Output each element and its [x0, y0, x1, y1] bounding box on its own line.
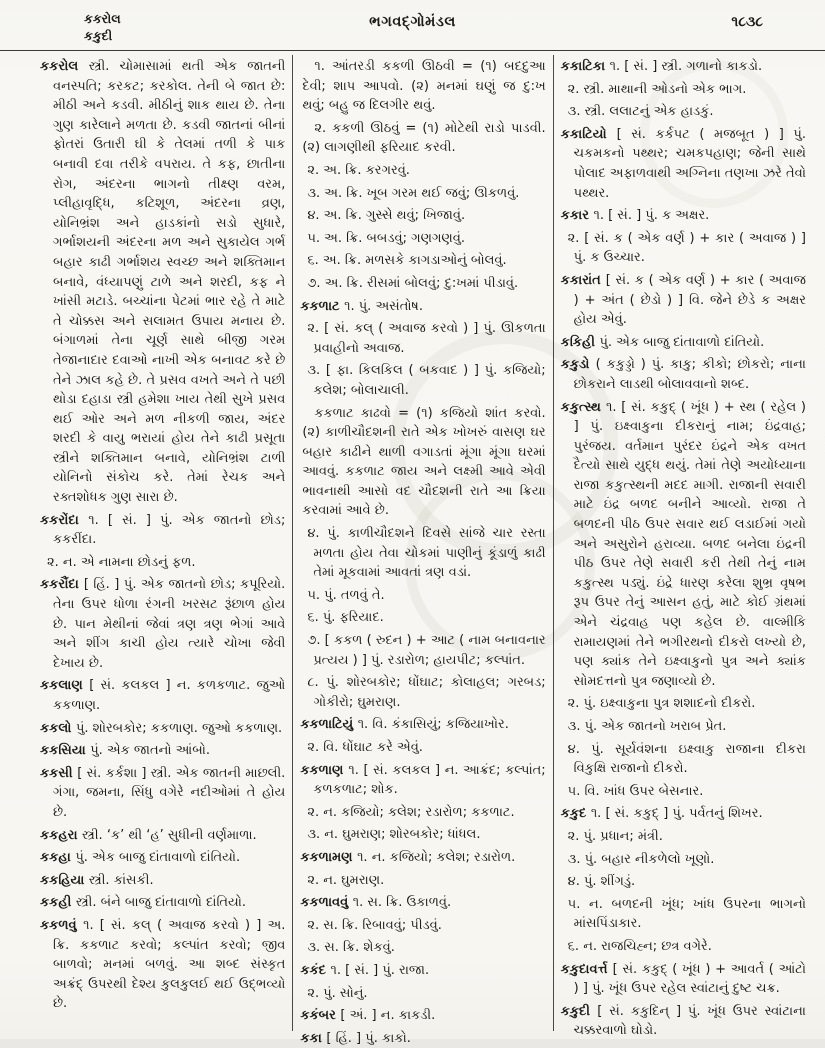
dictionary-sense: ૪. પું. શીંગડું.: [567, 874, 636, 890]
dictionary-sense: ૮. પું. શોરબકોર; ધોંઘાટ; કોલાહલ; ગરબડ; ગોકીરો; ઘુમરાણ.: [307, 675, 546, 710]
dictionary-entry: કકળાવવું ૧. સ. ક્રિ. ઉકાળવું.: [300, 895, 452, 911]
dictionary-entry: કકળામણ ૧. ન. કજિયો; કલેશ; રડારોળ.: [300, 849, 516, 865]
dictionary-sense: ૫. વિ. ખાંધ ઉપર બેસનાર.: [567, 783, 704, 799]
column-2: [293, 55, 552, 1046]
dictionary-entry: કકાટિયો [ સં. કર્કપટ ( મજબૂત ) ] પું. ચકમકનો પથ્થર; ચમકપહાણ; જેની સાથે પોલાદ અફાળવાથી અગ્નિના તણખા ઝરે તેવો પથ્થર.: [560, 126, 806, 201]
dictionary-sense: ૩. પું. બહાર નીકળેલો ખૂણો.: [567, 851, 715, 867]
dictionary-entry: કકુદ ૧. [ સં. કકુદ્ ] પું. પર્વતનું શિખર.: [560, 806, 763, 822]
dictionary-entry: કકા [ હિં. ] પું. કાકો.: [300, 1030, 411, 1046]
headword: કકહરા: [40, 827, 83, 843]
headword: કકંદ: [300, 962, 331, 978]
headword: કકહા: [40, 850, 76, 866]
dictionary-entry: કકાટિકા ૧. [ સં. ] સ્ત્રી. ગળાનો કાકડો.: [560, 59, 763, 74]
dictionary-sense: ૨. પું. ઇક્ષ્વાકુના પુત્ર શશાદનો દીકરો.: [567, 696, 756, 712]
headword: કકળાટ: [300, 298, 345, 314]
dictionary-sense: ૨. સ્ત્રી. માથાની ઓડનો એક ભાગ.: [567, 81, 747, 97]
dictionary-sense: ૬. ન. રાજચિહ્ન; છત્ર વગેરે.: [567, 938, 712, 954]
dictionary-sense: ૭. અ. ક્રિ. રીસમાં બોલવું; દુ:ખમાં પીડાવું.: [307, 275, 519, 291]
dictionary-entry: કકંબર [ અં. ] ન. કાકડી.: [300, 1008, 436, 1024]
headword: કકુદી: [560, 1003, 598, 1019]
catchword-first: કકરોલ: [84, 11, 121, 26]
headword: કકલાણ: [40, 678, 90, 694]
headword: કકુડો: [560, 357, 596, 373]
dictionary-entry: કકારાંત [ સં. ક ( એક વર્ણ ) + કાર ( અવાજ ) + અંત ( છેડો ) ] વિ. જેને છેડે ક અક્ષર હોય એવું.: [560, 272, 806, 328]
headword: કકલો: [40, 720, 76, 736]
headword: કકુદ: [560, 806, 591, 822]
dictionary-entry: કકલાણ [ સં. કલકલ ] ન. કળકળાટ. જુઓ કકળાણ.: [40, 678, 286, 713]
dictionary-sense: ૨. સ. ક્રિ. રિબાવવું; પીડવું.: [307, 917, 442, 933]
dictionary-idiom: ૨. કકળી ઊઠવું = (૧) મોટેથી રાડો પાડવી. (૨) લાગણીથી ફરિયાદ કરવી.: [302, 120, 546, 156]
dictionary-sense: ૨. [ સં. ક ( એક વર્ણ ) + કાર ( અવાજ ) ] પું. ક ઉચ્ચાર.: [567, 230, 806, 266]
dictionary-sense: ૩. સ્ત્રી. લલાટનું એક હાડકું.: [567, 104, 714, 120]
dictionary-sense: ૩. પું. એક જાતનો ખરાબ પ્રેત.: [567, 719, 727, 734]
dictionary-entry: કકરૌંદા [ હિં. ] પું. એક જાતનો છોડ; કપૂરિયો. તેના ઉપર ધોળા રંગની ખરસટ રૂંછાળ હોય છે. પાન મેથીનાં જેવાં ત્રણ ત્રણ ભેગાં આવે અને શીંગ કાચી હોય ત્યારે ચોખા જેવી દેખાય છે.: [40, 577, 286, 671]
column-1: [40, 55, 292, 1031]
page-title: ભગવદ્ગોમંડલ: [369, 14, 456, 30]
dictionary-sense: ૨. ન. એ નામના છોડનું ફળ.: [47, 554, 196, 570]
dictionary-sense: ૨. વિ. ધોંઘાટ કરે એવું.: [307, 740, 423, 755]
dictionary-sense: ૬. પું. ફરિયાદ.: [307, 610, 384, 626]
dictionary-entry: કકંદ ૧. [ સં. ] પું. રાજા.: [300, 962, 430, 978]
dictionary-sense: ૨. પું. પ્રધાન; મંત્રી.: [567, 828, 663, 844]
headword: કકરોંદા: [40, 512, 89, 528]
headword: કકળામણ: [300, 849, 358, 865]
dictionary-sense: ૩. અ. ક્રિ. ખૂબ ગરમ થઈ જવું; ઊકળવું.: [307, 185, 520, 201]
dictionary-columns: [0, 51, 825, 1046]
headword: કકરૌંદા: [40, 577, 84, 593]
dictionary-entry: કકળવું ૧. [ સં. કલ્ ( અવાજ કરવો ) ] અ. ક્રિ. કકળાટ કરવો; કલ્પાંત કરવો; જીવ બાળવો; મનમાં બળવું. આ શબ્દ સંસ્કૃત અક્રંદ્ ઉપરથી દેશ્ય કુલકુલઈ થઈ ઉદ્ભવ્યો છે.: [40, 917, 286, 1012]
headword: કકળાવવું: [300, 895, 353, 911]
dictionary-sense: ૬. અ. ક્રિ. મળસકે કાગડાઓનું બોલવું.: [307, 253, 507, 269]
headword: કકળવું: [40, 917, 84, 933]
dictionary-sense: ૫. પું. તળવું તે.: [307, 587, 385, 603]
column-3: [554, 55, 813, 1039]
headword: કકળાણ: [300, 762, 349, 778]
dictionary-sense: ૫. ન. બળદની ખૂંધ; ખાંધ ઉપરના ભાગનો માંસપિંડાકાર.: [567, 896, 806, 932]
page-header: [0, 0, 825, 50]
dictionary-sense: ૩. [ ફા. કિલકિલ ( બકવાદ ) ] પું. કજિયો; કલેશ; બોલાચાલી.: [307, 363, 546, 398]
dictionary-entry: કકળાણ ૧. [ સં. કલકલ ] ન. આક્રંદ; કલ્પાંત; કળકળાટ; શોક.: [300, 762, 546, 798]
dictionary-sense: ૨. ન. ઘુમરાણ.: [307, 872, 385, 888]
dictionary-entry: કકુદી [ સં. કકુદિન્ ] પું. ખૂંધ ઉપર સ્વાંટાના ચક્કરવાળો ઘોડો.: [560, 1003, 806, 1039]
dictionary-idiom: કકળાટ કાઢવો = (૧) કજિયો શાંત કરવો. (૨) કાળીચૌદશની રાતે એક ખોખરું વાસણ ઘર બહાર કાઢીને થાળી વગાડતાં મૂંગા મૂંગા ઘરમાં આવવું. કકળાટ જાય અને લક્ષ્મી આવે એવી ભાવનાથી આસો વદ ચૌદશની રાતે આ ક્રિયા કરવામાં આવે છે.: [302, 405, 546, 519]
dictionary-sense: ૪. પું. કાળીચૌદશને દિવસે સાંજે ચાર રસ્તા મળતા હોય તેવા ચોકમાં પાણીનું કૂંડાળું કાઢી તેમાં મૂકવામાં આવતાં ત્રણ વડાં.: [307, 526, 546, 581]
headword: કકાટિકા: [560, 59, 610, 74]
dictionary-sense: ૨. [ સં. કલ્ ( અવાજ કરવો ) ] પું. ઊકળતા પ્રવાહીનો અવાજ.: [307, 321, 546, 356]
headword: કકુદાવર્ત્ત: [560, 961, 613, 977]
dictionary-entry: કકસી [ સં. કર્કશા ] સ્ત્રી. એક જાતની માછલી. ગંગા, જમના, સિંધુ વગેરે નદીઓમાં તે હોય છે.: [40, 765, 286, 820]
dictionary-sense: ૪. પું. સૂર્યવંશના ઇક્ષ્વાકુ રાજાના દીકરા વિકુક્ષિ રાજાનો દીકરો.: [567, 741, 806, 777]
dictionary-sense: ૪. અ. ક્રિ. ગુસ્સે થવું; ખિજાવું.: [307, 208, 466, 224]
dictionary-entry: કકલો પું. શોરબકોર; કકળાણ. જુઓ કકળાણ.: [40, 720, 283, 736]
dictionary-sense: ૫. અ. ક્રિ. બબડવું; ગણગણવું.: [307, 230, 466, 246]
headword: કકંબર: [300, 1008, 341, 1024]
dictionary-entry: કકળાટ ૧. પું. અસંતોષ.: [300, 298, 423, 314]
headword: કકાટિયો: [560, 126, 617, 142]
dictionary-entry: કકળાટિયું ૧. વિ. કંકાસિયું; કજિયાખોર.: [300, 717, 509, 733]
dictionary-entry: કકહી સ્ત્રી. બંને બાજુ દાંતાવાળો દાંતિયો.: [40, 895, 247, 911]
headword: કકસી: [40, 765, 78, 781]
dictionary-sense: ૩. ન. ઘુમરાણ; શોરબકોર; ધાંધલ.: [307, 827, 481, 843]
headword: કકહિયા: [40, 872, 89, 888]
dictionary-entry: કકુત્સ્થ ૧. [ સં. કકુદ્ ( ખૂંધ ) + સ્થ ( રહેલ ) ] પું. ઇક્ષ્વાકુના દીકરાનું નામ; ઇંદ્રવાહ; પુરંજય. વર્તમાન પુરંદર ઇંદ્રને એક વખત દૈત્યો સાથે યુદ્ધ થયું. તેમાં તેણે અયોધ્યાના રાજા કકુત્સ્થની મદદ માગી. રાજાની સવારી માટે ઇંદ્ર બળદ બનીને આવ્યો. રાજા તે બળદની પીઠ ઉપર સવાર થઈ લડાઈમાં ગયો અને અસુરોને હરાવ્યા. બળદ બનેલા ઇંદ્રની પીઠ ઉપર તેણે સવારી કરી તેથી તેનું નામ કકુત્સ્થ પડ્યું. ઇંદ્રે ધારણ કરેલા શુભ્ર વૃષભ રૂપ ઉપર તેનું આસન હતું, માટે કોઈ ગ્રંથમાં એને ચંદ્રવાહ પણ કહેલ છે. વાલ્મીકિ રામાયણમાં તેને ભગીરથનો દીકરો લખ્યો છે, પણ ક્યાંક તેને ઇક્ષ્વાકુનો પુત્ર અને ક્યાંક સોમદત્તનો પુત્ર જણાવ્યો છે.: [560, 399, 806, 689]
page-number: ૧૮૩૮: [731, 14, 763, 30]
dictionary-entry: કકુડો ( કકુડ્ડો ) પું. કાકુ; કીકો; છોકરો; નાના છોકરાને લાડથી બોલાવવાનો શબ્દ.: [560, 357, 806, 392]
dictionary-entry: કકિહી પું. એક બાજુ દાંતાવાળો દાંતિયો.: [560, 334, 765, 350]
dictionary-sense: ૩. સ. ક્રિ. શેકવું.: [307, 940, 395, 956]
dictionary-sense: ૨. ન. કજિયો; કલેશ; રડારોળ; કકળાટ.: [307, 804, 515, 820]
dictionary-sense: ૨. અ. ક્રિ. કરગરવું.: [307, 162, 410, 178]
headword: કકરોલ: [40, 59, 89, 74]
dictionary-idiom: ૧. આંતરડી કકળી ઊઠવી = (૧) બદદુઆ દેવી; શાપ આપવો. (૨) મનમાં ઘણું જ દુ:ખ થવું; બહુ જ દિલગીર થવું.: [302, 59, 546, 114]
dictionary-sense: ૭. [ કકળ ( રુદન ) + આટ ( નામ બનાવનાર પ્રત્યય ) ] પું. રડારોળ; હાયપીટ; કલ્પાંત.: [307, 633, 546, 668]
dictionary-entry: કકુદાવર્ત્ત [ સં. કકુદ્ ( ખૂંધ ) + આવર્ત ( આંટો ) ] પું. ખૂંધ ઉપર રહેલ સ્વાંટાનું દુષ્ટ ચક્ર.: [560, 961, 806, 997]
headword: કકુત્સ્થ: [560, 399, 606, 415]
dictionary-sense: ૨. પું. સોનું.: [307, 985, 368, 1001]
headword: કકહી: [40, 895, 76, 911]
dictionary-entry: કકસિયા પું. એક જાતનો આંબો.: [40, 743, 211, 759]
dictionary-entry: કકહરા સ્ત્રી. ‘ક’ થી ‘હ’ સુધીની વર્ણમાળા.: [40, 827, 257, 843]
dictionary-entry: કકરોલ સ્ત્રી. ચોમાસામાં થતી એક જાતની વનસ્પતિ; કરકટ; કરકોલ. તેની બે જાત છે: મીઠી અને કડવી. મીઠીનું શાક થાય છે. તેના ગુણ કારેલાને મળતા છે. કડવી જાતનાં બીનાં ફોતરાં ઉતારી ઘી કે તેલમાં તળી કે પાક બનાવી દવા તરીકે વપરાય. તે કફ, છાતીના રોગ, અંદરના ભાગનો તીક્ષ્ણ વરમ, પ્લીહાવૃદ્ધિ, કટિશૂળ, અંદરના વ્રણ, યોનિભ્રંશ અને હાડકાંનો સડો સુધારે, ગર્ભાશયની અંદરના મળ અને સુકાયેલ ગર્ભ બહાર કાઢી ગર્ભાશય સ્વચ્છ અને શક્તિમાન બનાવે, વંધ્યાપણું ટાળે અને શરદી, કફ ને ખાંસી મટાડે. બચ્ચાંના પેટમાં ભાર રહે તે માટે તે ચોક્કસ અને સલામત ઉપાય મનાય છે. બંગાળમાં તેના ચૂર્ણ સાથે બીજી ગરમ તેજાનાદાર દવાઓ નાખી એક બનાવટ કરે છે તેને ઝાલ કહે છે. તે પ્રસવ વખતે અને તે પછી થોડા દહાડા સ્ત્રી હમેશા ખાય તેથી સુખે પ્રસવ થઈ ઓર અને મળ નીકળી જાય, અંદર શરદી કે વાયુ ભરાયાં હોય તેને કાઢી પ્રસૂતા સ્ત્રીને શક્તિમાન બનાવે, યોનિભ્રંશ ટાળી યોનિનો સંકોચ કરે. તેમાં રેચક અને રક્તશોધક ગુણ સારા છે.: [40, 59, 286, 506]
headword: કકળાટિયું: [300, 717, 358, 733]
dictionary-entry: કકહિયા સ્ત્રી. કાંસકી.: [40, 872, 154, 888]
headword: કકાર: [560, 208, 594, 224]
catchword-last: કકુદી: [84, 28, 113, 43]
dictionary-entry: કકરોંદા ૧. [ સં. ] પું. એક જાતનો છોડ; કકરીંદા.: [40, 512, 286, 548]
dictionary-entry: કકહા પું. એક બાજુ દાંતાવાળો દાંતિયો.: [40, 850, 241, 866]
headword: કકા: [300, 1030, 327, 1046]
dictionary-entry: કકાર ૧. [ સં. ] પું. ક અક્ષર.: [560, 208, 710, 224]
headword: કકારાંત: [560, 272, 606, 288]
headword: કકિહી: [560, 334, 600, 350]
headword: કકસિયા: [40, 743, 91, 759]
